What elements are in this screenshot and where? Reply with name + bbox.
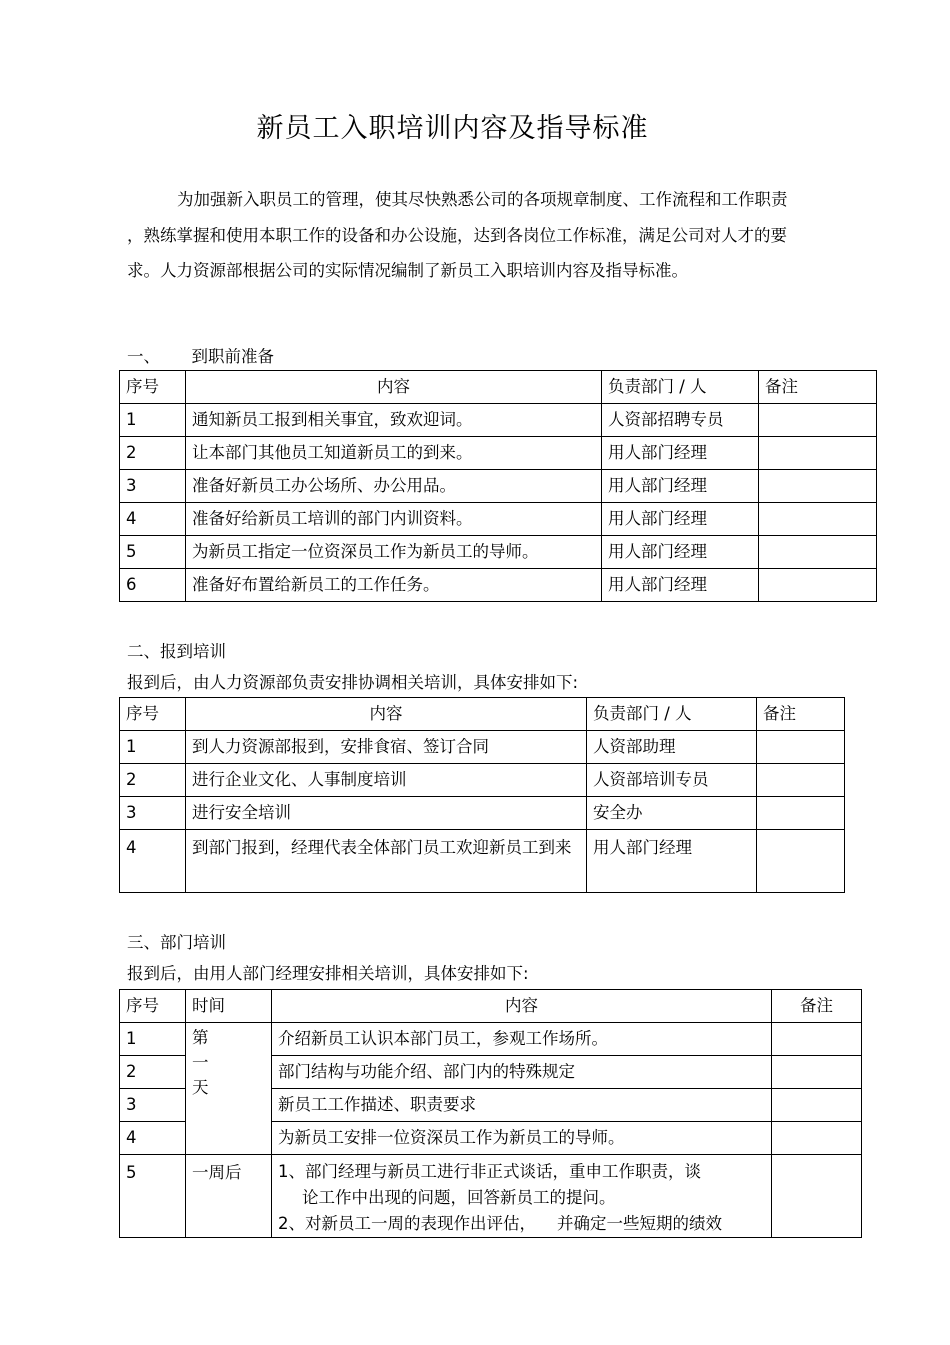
table-row [120,437,877,470]
table-row [120,404,877,437]
content-item-1-continued: 论工作中出现的问题，回答新员工的提问。 [302,1188,616,1207]
row-note [757,731,845,764]
time-char: 一 [192,1053,209,1072]
section2-table [119,697,845,893]
row-content: 到人力资源部报到，安排食宿、签订合同 [186,731,587,764]
row-content: 进行安全培训 [186,797,587,830]
col-header-content: 内容 [186,698,587,731]
content-item-1: 1、部门经理与新员工进行非正式谈话，重申工作职责，谈 [278,1162,701,1181]
col-header-note: 备注 [759,371,877,404]
row-no: 4 [120,830,186,893]
row-dept: 用人部门经理 [587,830,757,893]
section3-subtitle: 报到后，由用人部门经理安排相关培训，具体安排如下: [127,964,529,983]
row-content: 为新员工安排一位资深员工作为新员工的导师。 [272,1122,772,1155]
col-header-note: 备注 [772,990,862,1023]
row-note [772,1023,862,1056]
row-content: 准备好给新员工培训的部门内训资料。 [186,503,602,536]
table-row [120,830,845,893]
row-note [759,404,877,437]
row-time: 一周后 [186,1155,272,1238]
table-row [120,1155,862,1238]
intro-text: 为加强新入职员工的管理，使其尽快熟悉公司的各项规章制度、工作流程和工作职责 ，熟练掌握和使用本职工作的设备和办公设施，达到各岗位工作标准，满足公司对人才的要求。人力资源部根据公司的实际情况编制了新员工入职培训内容及指导标准。 [127,190,788,280]
table-row [120,797,845,830]
row-no: 3 [120,470,186,503]
row-no: 1 [120,731,186,764]
row-note [757,764,845,797]
col-header-note: 备注 [757,698,845,731]
content-item-2: 2、对新员工一周的表现作出评估， 并确定一些短期的绩效 [278,1214,722,1233]
table-header-row [120,990,862,1023]
row-content: 介绍新员工认识本部门员工，参观工作场所。 [272,1023,772,1056]
row-no: 3 [120,1089,186,1122]
row-dept: 用人部门经理 [602,569,759,602]
time-cell-day1 [186,1023,272,1155]
row-note [759,569,877,602]
row-note [757,797,845,830]
intro-paragraph [127,182,792,289]
row-note [772,1089,862,1122]
row-content: 为新员工指定一位资深员工作为新员工的导师。 [186,536,602,569]
row-no: 3 [120,797,186,830]
table-row [120,1023,862,1056]
row-no: 5 [120,536,186,569]
row-content: 新员工工作描述、职责要求 [272,1089,772,1122]
table-row [120,536,877,569]
row-note [759,470,877,503]
page-title: 新员工入职培训内容及指导标准 [256,113,649,144]
row-content: 通知新员工报到相关事宜，致欢迎词。 [186,404,602,437]
section2-heading: 二、报到培训 [127,642,226,661]
col-header-no: 序号 [120,698,186,731]
col-header-content: 内容 [272,990,772,1023]
row-no: 2 [120,1056,186,1089]
col-header-dept: 负责部门 / 人 [602,371,759,404]
table-header-row [120,371,877,404]
row-content: 进行企业文化、人事制度培训 [186,764,587,797]
col-header-content: 内容 [186,371,602,404]
row-dept: 人资部培训专员 [587,764,757,797]
section3-table [119,989,862,1238]
row-dept: 人资部招聘专员 [602,404,759,437]
table-header-row [120,698,845,731]
row-dept: 安全办 [587,797,757,830]
row-no: 1 [120,404,186,437]
row-content: 到部门报到，经理代表全体部门员工欢迎新员工到来 [186,830,587,893]
time-char: 天 [192,1078,209,1097]
row-no: 2 [120,764,186,797]
row-content: 准备好布置给新员工的工作任务。 [186,569,602,602]
table-row [120,764,845,797]
row-content: 部门结构与功能介绍、部门内的特殊规定 [272,1056,772,1089]
row-note [757,830,845,893]
row-no: 1 [120,1023,186,1056]
section1-heading: 一、 到职前准备 [127,347,274,366]
row-note [759,437,877,470]
row-no: 2 [120,437,186,470]
table-row [120,503,877,536]
row-note [759,503,877,536]
row-dept: 用人部门经理 [602,470,759,503]
row-no: 6 [120,569,186,602]
col-header-dept: 负责部门 / 人 [587,698,757,731]
row-dept: 用人部门经理 [602,536,759,569]
table-row [120,731,845,764]
row-content [272,1155,772,1238]
row-dept: 用人部门经理 [602,437,759,470]
table-row [120,569,877,602]
row-no: 5 [120,1155,186,1238]
col-header-no: 序号 [120,371,186,404]
row-dept: 人资部助理 [587,731,757,764]
row-content: 准备好新员工办公场所、办公用品。 [186,470,602,503]
row-no: 4 [120,503,186,536]
row-dept: 用人部门经理 [602,503,759,536]
row-note [772,1122,862,1155]
row-no: 4 [120,1122,186,1155]
row-content: 让本部门其他员工知道新员工的到来。 [186,437,602,470]
section1-table [119,370,877,602]
row-note [759,536,877,569]
col-header-no: 序号 [120,990,186,1023]
col-header-time: 时间 [186,990,272,1023]
row-note [772,1155,862,1238]
row-note [772,1056,862,1089]
section2-subtitle: 报到后，由人力资源部负责安排协调相关培训，具体安排如下: [127,673,579,692]
time-char: 第 [192,1028,209,1047]
section3-heading: 三、部门培训 [127,933,226,952]
table-row [120,470,877,503]
